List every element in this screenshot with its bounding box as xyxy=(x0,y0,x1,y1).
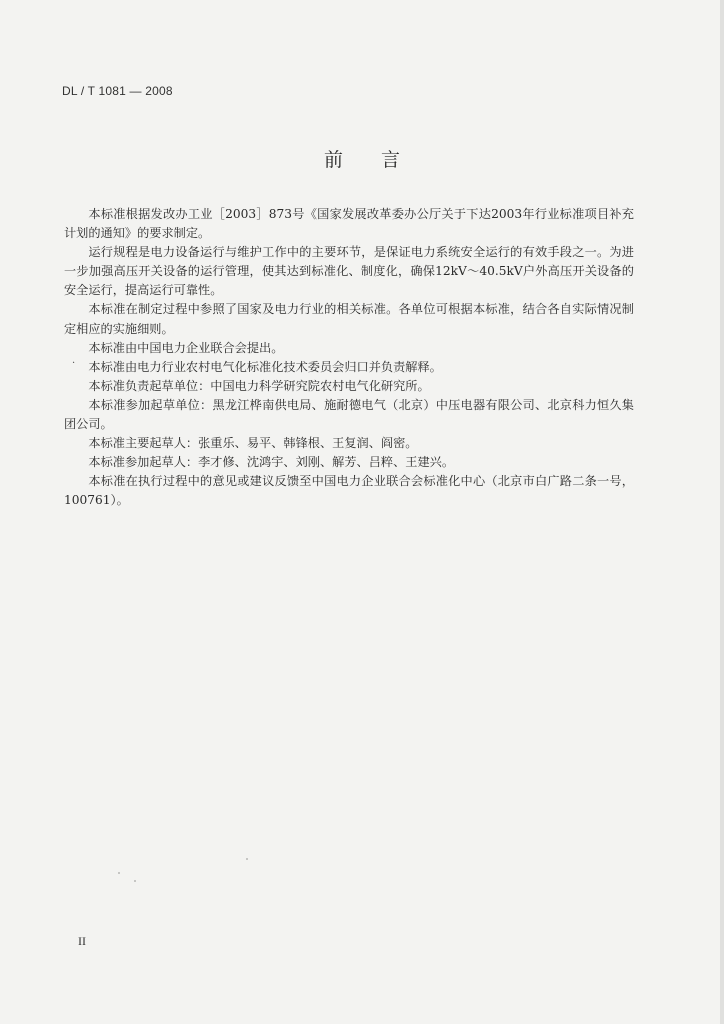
paragraph-references: 本标准在制定过程中参照了国家及电力行业的相关标准。各单位可根据本标准，结合各自实际情况制定相应的实施细则。 xyxy=(64,302,634,336)
page-title xyxy=(0,145,724,172)
paragraph-basis: 本标准根据发改办工业［2003］873号《国家发展改革委办公厅关于下达2003年行业标准项目补充计划的通知》的要求制定。 xyxy=(64,207,634,241)
paragraph-purpose: 运行规程是电力设备运行与维护工作中的主要环节，是保证电力系统安全运行的有效手段之一。为进一步加强高压开关设备的运行管理，使其达到标准化、制度化，确保12kV～40.5kV户外高压开关设备的安全运行，提高运行可靠性。 xyxy=(64,245,634,298)
paragraph-feedback: 本标准在执行过程中的意见或建议反馈至中国电力企业联合会标准化中心（北京市白广路二条一号，100761）。 xyxy=(64,474,634,508)
document-code: DL / T 1081 — 2008 xyxy=(62,84,173,98)
scan-speck xyxy=(246,858,248,860)
title-char-2: 言 xyxy=(381,149,401,171)
scan-speck xyxy=(118,872,120,874)
paragraph-responsible-committee: 本标准由电力行业农村电气化标准化技术委员会归口并负责解释。 xyxy=(88,359,442,374)
scan-speck xyxy=(134,880,136,882)
paragraph-participating-drafters: 本标准参加起草人：李才修、沈鸿宇、刘刚、解芳、吕粹、王建兴。 xyxy=(88,455,455,470)
page-number: II xyxy=(78,934,86,948)
paragraph-drafting-unit: 本标准负责起草单位：中国电力科学研究院农村电气化研究所。 xyxy=(88,378,430,393)
title-char-1: 前 xyxy=(323,149,343,171)
foreword-body xyxy=(64,205,634,511)
paragraph-participating-units: 本标准参加起草单位：黑龙江桦南供电局、施耐德电气（北京）中压电器有限公司、北京科力恒久集团公司。 xyxy=(64,397,634,432)
paragraph-proposer: 本标准由中国电力企业联合会提出。 xyxy=(88,340,284,355)
paragraph-main-drafters: 本标准主要起草人：张重乐、易平、韩锋根、王复润、阎密。 xyxy=(88,436,418,451)
margin-mark: · xyxy=(72,358,76,369)
